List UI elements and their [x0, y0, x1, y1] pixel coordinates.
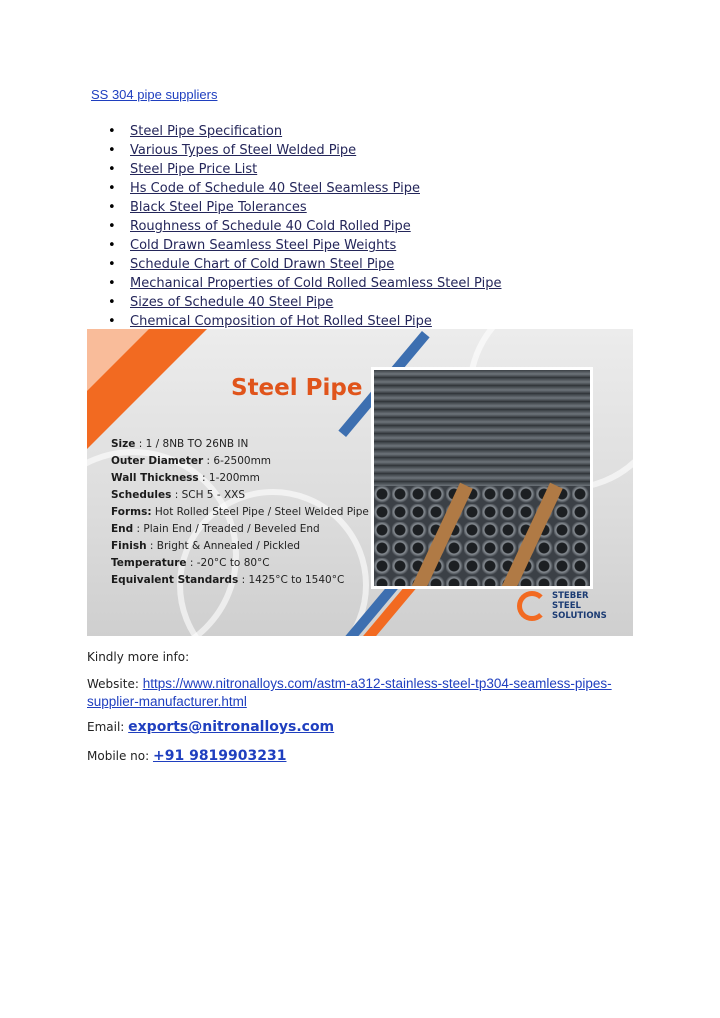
pipe-ends — [374, 486, 590, 586]
topic-link[interactable]: Schedule Chart of Cold Drawn Steel Pipe — [130, 257, 395, 272]
spec-row: Forms: Hot Rolled Steel Pipe / Steel Welded Pipe — [111, 506, 369, 518]
pipe-stack-photo — [371, 367, 593, 589]
topic-link[interactable]: Sizes of Schedule 40 Steel Pipe — [130, 295, 334, 310]
list-item — [108, 179, 501, 198]
mobile-label: Mobile no: — [87, 749, 153, 763]
spec-row: Wall Thickness : 1-200mm — [111, 472, 260, 484]
list-item — [108, 160, 501, 179]
topic-link[interactable]: Roughness of Schedule 40 Cold Rolled Pipe — [130, 219, 411, 234]
topic-link[interactable]: Mechanical Properties of Cold Rolled Seamless Steel Pipe — [130, 276, 502, 291]
topic-link[interactable]: Various Types of Steel Welded Pipe — [130, 143, 357, 158]
spec-row: Temperature : -20°C to 80°C — [111, 557, 270, 569]
email-link[interactable]: exports@nitronalloys.com — [128, 719, 335, 735]
email-label: Email: — [87, 720, 129, 734]
topic-link[interactable]: Chemical Composition of Hot Rolled Steel Pipe — [130, 314, 432, 329]
email-line — [87, 719, 334, 735]
topic-link[interactable]: Steel Pipe Specification — [130, 124, 283, 139]
list-item — [108, 274, 501, 293]
mobile-link[interactable]: +91 9819903231 — [152, 748, 287, 764]
spec-row: Schedules : SCH 5 - XXS — [111, 489, 245, 501]
topic-link[interactable]: Steel Pipe Price List — [130, 162, 258, 177]
list-item — [108, 198, 501, 217]
logo-swirl-icon — [517, 591, 547, 621]
spec-row: Finish : Bright & Annealed / Pickled — [111, 540, 301, 552]
steber-logo — [517, 591, 607, 621]
spec-list — [111, 436, 369, 589]
steel-pipe-banner — [87, 329, 633, 636]
website-line — [87, 675, 627, 711]
topic-link[interactable]: Black Steel Pipe Tolerances — [130, 200, 307, 215]
spec-row: Outer Diameter : 6-2500mm — [111, 455, 272, 467]
topic-list — [108, 122, 501, 331]
topic-link[interactable]: Hs Code of Schedule 40 Steel Seamless Pipe — [130, 181, 420, 196]
list-item — [108, 255, 501, 274]
banner-title: Steel Pipe — [231, 375, 363, 401]
ss304-suppliers-link[interactable]: SS 304 pipe suppliers — [91, 87, 218, 102]
info-heading: Kindly more info: — [87, 650, 190, 664]
list-item — [108, 141, 501, 160]
mobile-line — [87, 748, 286, 764]
corner-highlight — [87, 329, 149, 391]
topic-link[interactable]: Cold Drawn Seamless Steel Pipe Weights — [130, 238, 397, 253]
spec-row: End : Plain End / Treaded / Beveled End — [111, 523, 320, 535]
list-item — [108, 122, 501, 141]
spec-row: Equivalent Standards : 1425°C to 1540°C — [111, 574, 345, 586]
spec-row: Size : 1 / 8NB TO 26NB IN — [111, 438, 249, 450]
list-item — [108, 236, 501, 255]
list-item — [108, 217, 501, 236]
website-link[interactable]: https://www.nitronalloys.com/astm-a312-stainless-steel-tp304-seamless-pipes-supplier-manufacturer.html — [87, 676, 612, 709]
website-label: Website: — [87, 677, 143, 691]
list-item — [108, 293, 501, 312]
logo-text: STEBER STEEL SOLUTIONS — [552, 591, 607, 621]
